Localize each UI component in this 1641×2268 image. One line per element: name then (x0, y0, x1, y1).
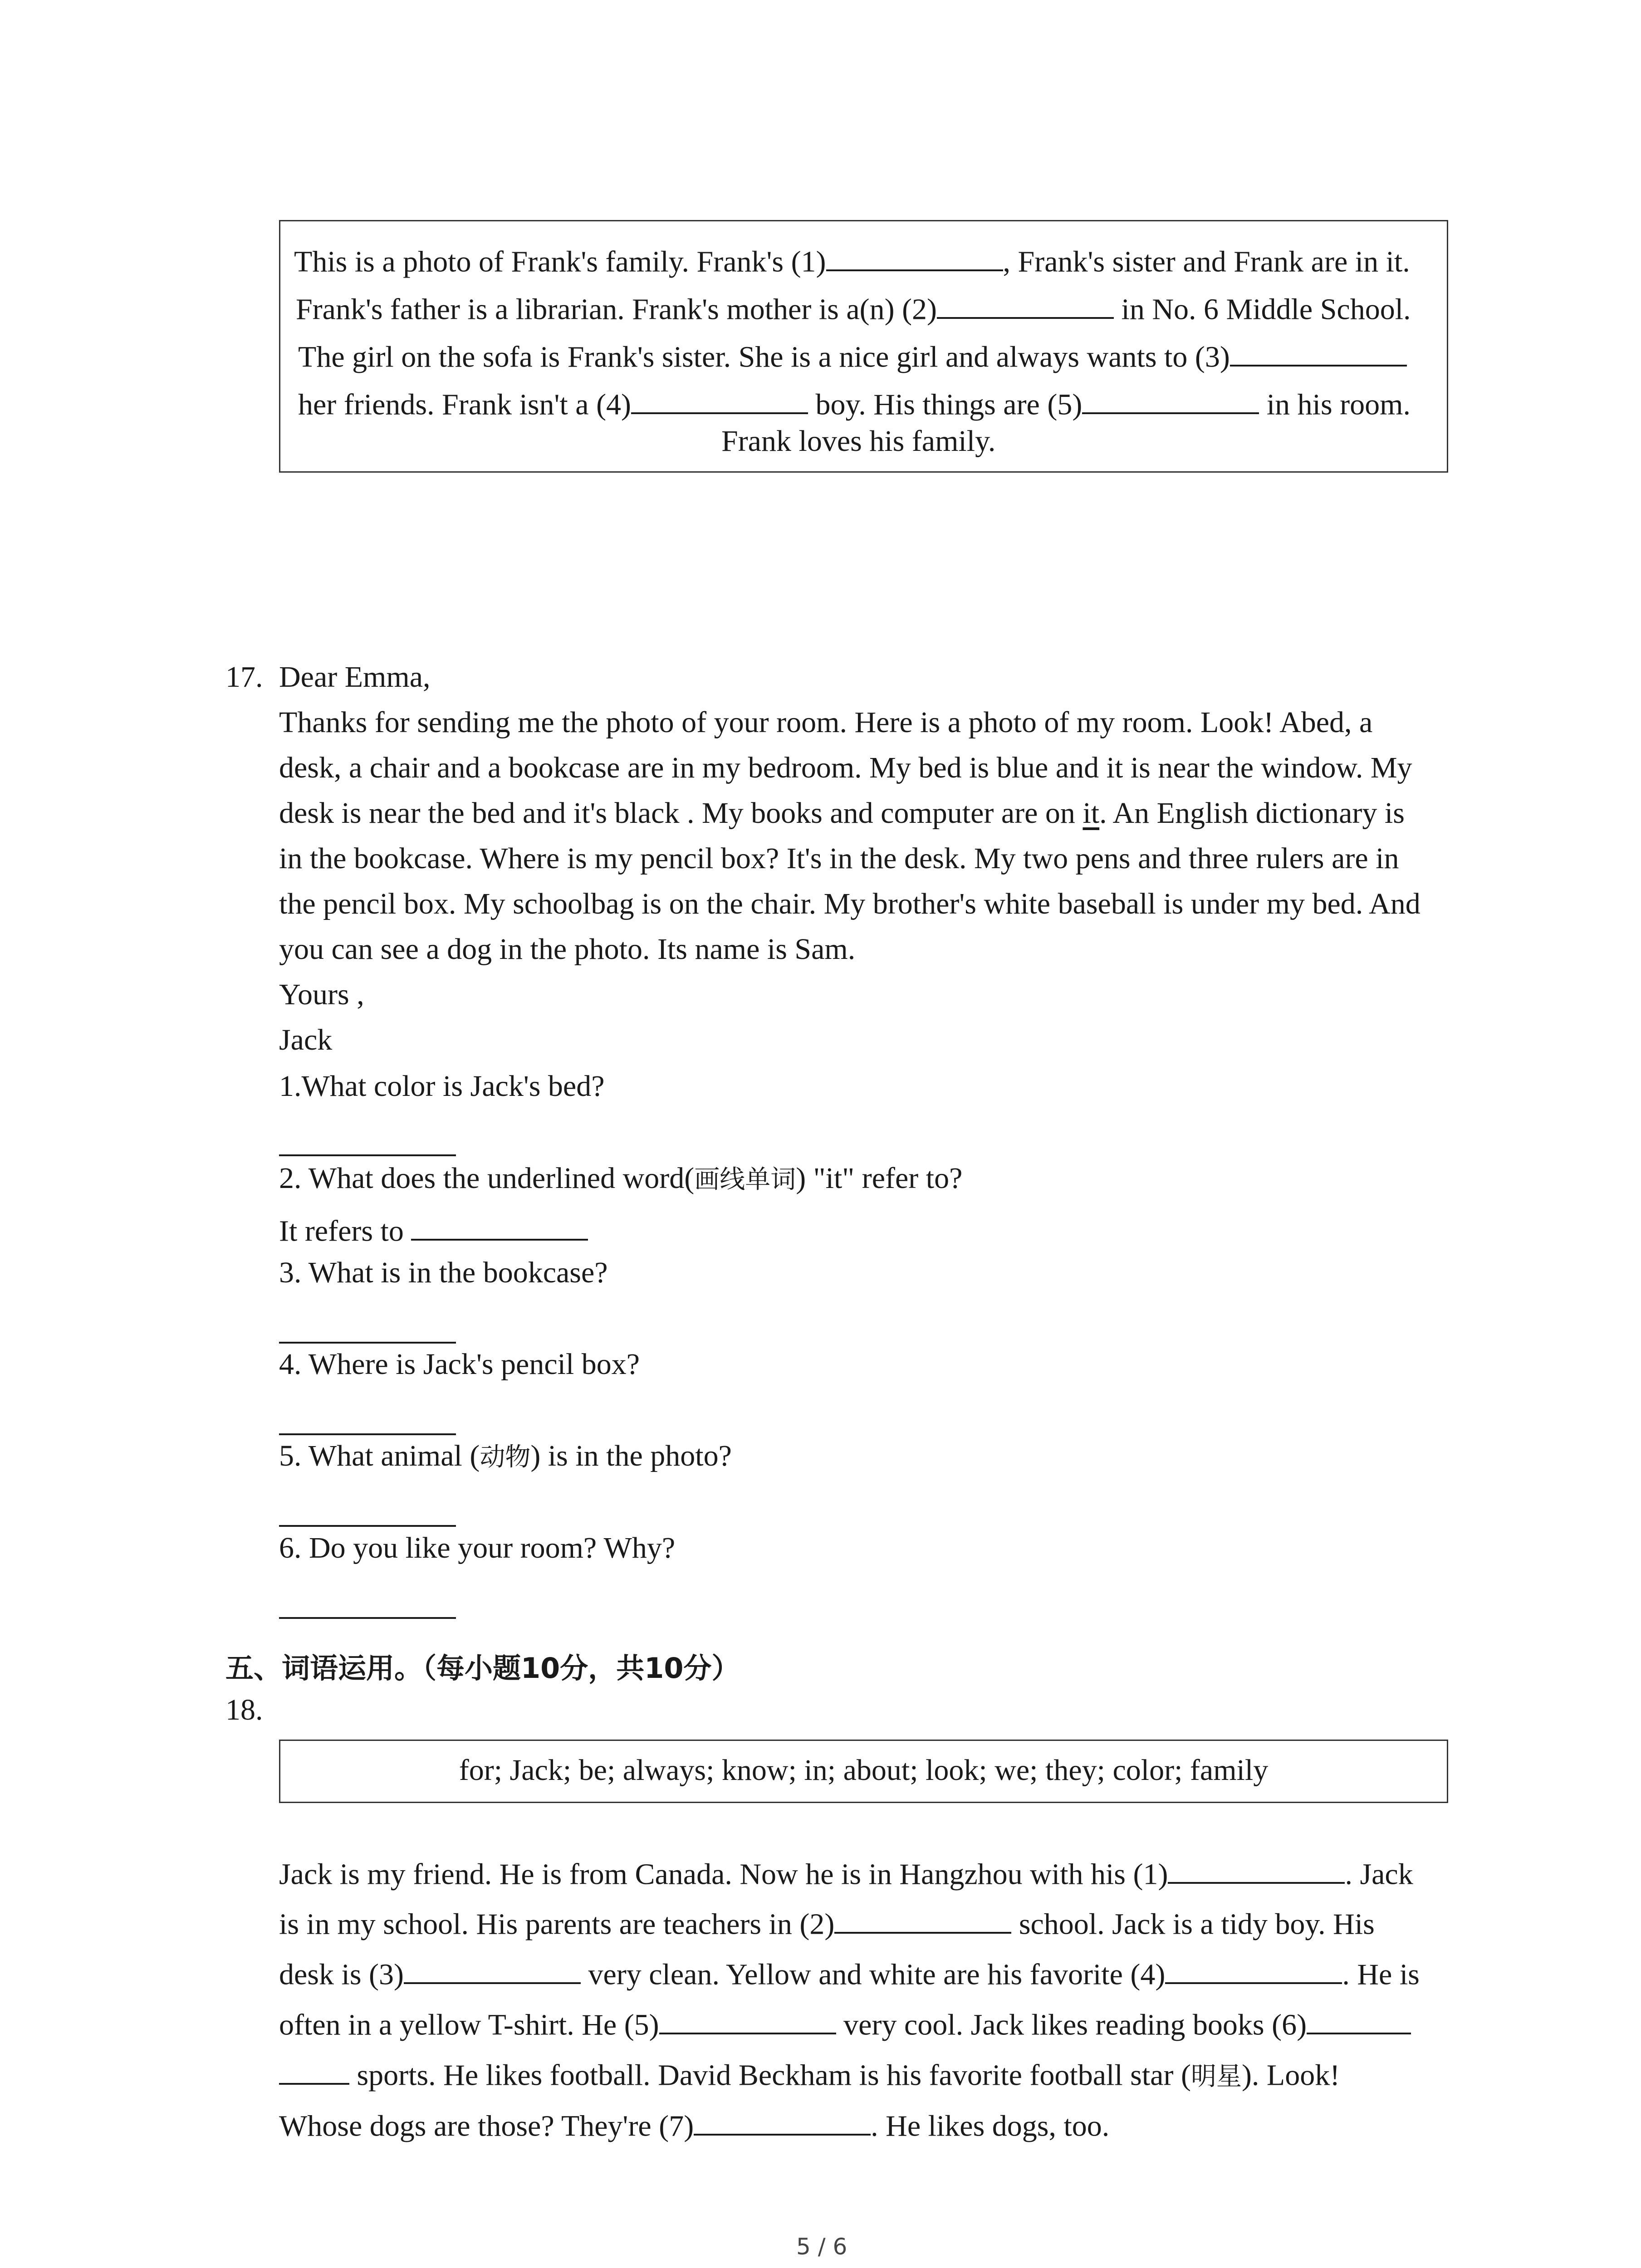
cloze-cjk: 明星 (1190, 2062, 1242, 2092)
cloze-line-6 (279, 2107, 1109, 2141)
cloze-text: often in a yellow T-shirt. He (5) (279, 2008, 659, 2042)
question-4: 4. Where is Jack's pencil box? (279, 1348, 640, 1381)
cloze-blank-4[interactable] (1165, 1955, 1342, 1984)
passage-text: The girl on the sofa is Frank's sister. She is a nice girl and always wants to (3) (298, 340, 1230, 374)
cloze-blank-3[interactable] (404, 1955, 581, 1984)
answer-line-2[interactable] (411, 1212, 588, 1241)
passage-text: in his room. (1259, 388, 1411, 421)
answer-line-3[interactable] (279, 1342, 456, 1344)
answer-line-1[interactable] (279, 1154, 456, 1156)
passage-text: boy. His things are (5) (808, 388, 1083, 421)
cloze-text: Whose dogs are those? They're (7) (279, 2109, 694, 2143)
word-bank: for; Jack; be; always; know; in; about; look; we; they; color; family (459, 1754, 1269, 1787)
cloze-text: is in my school. His parents are teachers in (2) (279, 1907, 835, 1941)
blank-1[interactable] (826, 243, 1003, 271)
letter-line-4: in the bookcase. Where is my pencil box? It's in the desk. My two pens and three rulers are in (279, 842, 1399, 875)
letter-greeting: Dear Emma, (279, 660, 431, 694)
letter-line-1: Thanks for sending me the photo of your room. Here is a photo of my room. Look! Abed, a (279, 706, 1373, 739)
cloze-blank-7[interactable] (694, 2107, 871, 2136)
cloze-line-4 (279, 2006, 1411, 2040)
cloze-text: . He likes dogs, too. (871, 2109, 1110, 2143)
question-6: 6. Do you like your room? Why? (279, 1531, 676, 1564)
cloze-text: . He is (1342, 1958, 1420, 1991)
passage-text: Frank's father is a librarian. Frank's mother is a(n) (2) (296, 293, 937, 326)
question-5 (279, 1441, 732, 1471)
letter-line-2: desk, a chair and a bookcase are in my bedroom. My bed is blue and it is near the window. My (279, 751, 1412, 784)
cloze-text: Jack is my friend. He is from Canada. Now he is in Hangzhou with his (1) (279, 1857, 1168, 1891)
cloze-text: desk is (3) (279, 1958, 404, 1991)
section-heading: 五、词语运用。（每小题10分，共10分） (225, 1652, 740, 1685)
cloze-blank-2[interactable] (834, 1905, 1011, 1934)
letter-line-3 (279, 798, 1405, 828)
letter-text: desk is near the bed and it's black . My books and computer are on (279, 797, 1083, 830)
cloze-text: sports. He likes football. David Beckham is his favorite football star ( (349, 2058, 1191, 2092)
passage-text: in No. 6 Middle School. (1114, 293, 1411, 326)
cloze-blank-6[interactable] (1307, 2006, 1411, 2034)
question-1: 1.What color is Jack's bed? (279, 1070, 605, 1103)
letter-closing: Yours , (279, 978, 364, 1011)
passage-text: This is a photo of Frank's family. Frank's (1) (294, 245, 826, 279)
cloze-text: . Jack (1345, 1857, 1413, 1891)
blank-2[interactable] (937, 290, 1114, 319)
cloze-text: ). Look! (1241, 2058, 1340, 2092)
cloze-text: school. Jack is a tidy boy. His (1011, 1907, 1375, 1941)
passage-line-4 (298, 386, 1411, 420)
answer-line-5[interactable] (279, 1525, 456, 1527)
question-text: 5. What animal ( (279, 1439, 480, 1472)
cloze-line-3 (279, 1955, 1420, 1989)
answer-line-4[interactable] (279, 1433, 456, 1435)
letter-line-5: the pencil box. My schoolbag is on the chair. My brother's white baseball is under my bed. And (279, 887, 1421, 920)
question-cjk: 动物 (480, 1442, 531, 1472)
answer-line-6[interactable] (279, 1617, 456, 1619)
answer-prefix: It refers to (279, 1214, 411, 1248)
cloze-text: very cool. Jack likes reading books (6) (836, 2008, 1307, 2042)
underlined-word: it (1083, 797, 1100, 830)
letter-line-6: you can see a dog in the photo. Its name is Sam. (279, 933, 856, 966)
question-text: ) "it" refer to? (796, 1162, 963, 1195)
blank-5[interactable] (1082, 386, 1259, 414)
question-3: 3. What is in the bookcase? (279, 1256, 608, 1289)
letter-text: . An English dictionary is (1099, 797, 1405, 830)
question-2 (279, 1163, 962, 1193)
question-number: 18. (225, 1693, 263, 1726)
cloze-blank-6-cont[interactable] (279, 2056, 349, 2085)
cloze-blank-5[interactable] (659, 2006, 836, 2034)
cloze-line-5 (279, 2056, 1340, 2090)
passage-text: Frank loves his family. (721, 425, 996, 458)
letter-signature: Jack (279, 1023, 333, 1056)
cloze-blank-1[interactable] (1168, 1855, 1345, 1884)
question-cjk: 画线单词 (694, 1165, 796, 1194)
passage-text: , Frank's sister and Frank are in it. (1003, 245, 1410, 279)
question-number: 17. (225, 660, 263, 694)
passage-line-3 (298, 338, 1407, 372)
passage-line-1 (294, 243, 1410, 277)
cloze-line-2 (279, 1905, 1375, 1939)
blank-3[interactable] (1230, 338, 1407, 367)
passage-text: her friends. Frank isn't a (4) (298, 388, 632, 421)
cloze-line-1 (279, 1855, 1413, 1889)
blank-4[interactable] (631, 386, 808, 414)
question-text: ) is in the photo? (530, 1439, 732, 1472)
page-number: 5 / 6 (796, 2234, 847, 2260)
passage-line-2 (296, 290, 1411, 324)
question-2-answer (279, 1212, 588, 1246)
passage-line-5 (721, 426, 995, 456)
cloze-text: very clean. Yellow and white are his favorite (4) (580, 1958, 1166, 1991)
question-text: 2. What does the underlined word( (279, 1162, 695, 1195)
